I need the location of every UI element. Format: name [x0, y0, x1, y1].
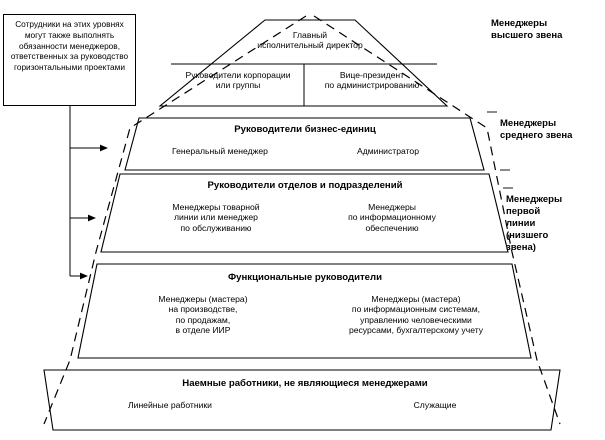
business-unit-role-general-manager: [140, 146, 300, 156]
label-top-managers: [491, 18, 601, 42]
label-middle-managers-text: Менеджеры среднего звена: [500, 118, 573, 141]
non-managers-role-clerks-text: Служащие: [413, 400, 457, 410]
department-role-product-line-text: Менеджеры товарной линии или менеджер по обслуживанию: [172, 202, 260, 233]
business-unit-heads-title: [160, 124, 450, 136]
apex-title-text: Главный исполнительный директор: [257, 30, 363, 51]
business-unit-heads-title-text: Руководители бизнес-единиц: [234, 124, 376, 135]
functional-role-support: [318, 294, 514, 336]
non-managers-role-clerks: [340, 400, 530, 410]
functional-role-production-text: Менеджеры (мастера) на производстве, по продажам, в отделе ИИР: [158, 294, 248, 336]
label-top-managers-text: Менеджеры высшего звена: [491, 18, 563, 41]
department-role-information: [308, 202, 476, 233]
label-first-line-managers-text: Менеджеры первой линии (низшего звена): [506, 194, 563, 253]
functional-role-support-text: Менеджеры (мастера) по информационным системам, управлению человеческими ресурсами, бухгалтерскому учету: [348, 294, 484, 336]
callout-text: Сотрудники на этих уровнях могут также выполнять обязанности менеджеров, ответственных за руководство горизонтальными проектами: [10, 19, 129, 73]
department-role-information-text: Менеджеры по информационному обеспечению: [348, 202, 436, 233]
apex-role-corporate: [176, 70, 300, 91]
label-first-line-managers: [506, 194, 604, 254]
business-unit-role-general-manager-text: Генеральный менеджер: [172, 146, 268, 156]
apex-role-vp-admin: [310, 70, 434, 91]
callout-box: [3, 14, 136, 106]
business-unit-role-administrator-text: Администратор: [356, 146, 419, 156]
department-heads-title-text: Руководители отделов и подразделений: [207, 180, 403, 191]
apex-role-vp-admin-text: Вице-президент по администрированию: [324, 70, 420, 91]
non-managers-title-text: Наемные работники, не являющиеся менеджерами: [182, 378, 428, 389]
functional-heads-title-text: Функциональные руководители: [227, 272, 382, 283]
apex-role-corporate-text: Руководители корпорации или группы: [185, 70, 291, 91]
functional-role-production: [118, 294, 288, 336]
apex-title: [234, 30, 386, 51]
label-middle-managers: [500, 118, 603, 142]
business-unit-role-administrator: [308, 146, 468, 156]
non-managers-role-line-workers-text: Линейные работники: [128, 400, 212, 410]
non-managers-title: [120, 378, 490, 390]
non-managers-role-line-workers: [70, 400, 270, 410]
department-heads-title: [130, 180, 480, 192]
department-role-product-line: [136, 202, 296, 233]
functional-heads-title: [150, 272, 460, 284]
